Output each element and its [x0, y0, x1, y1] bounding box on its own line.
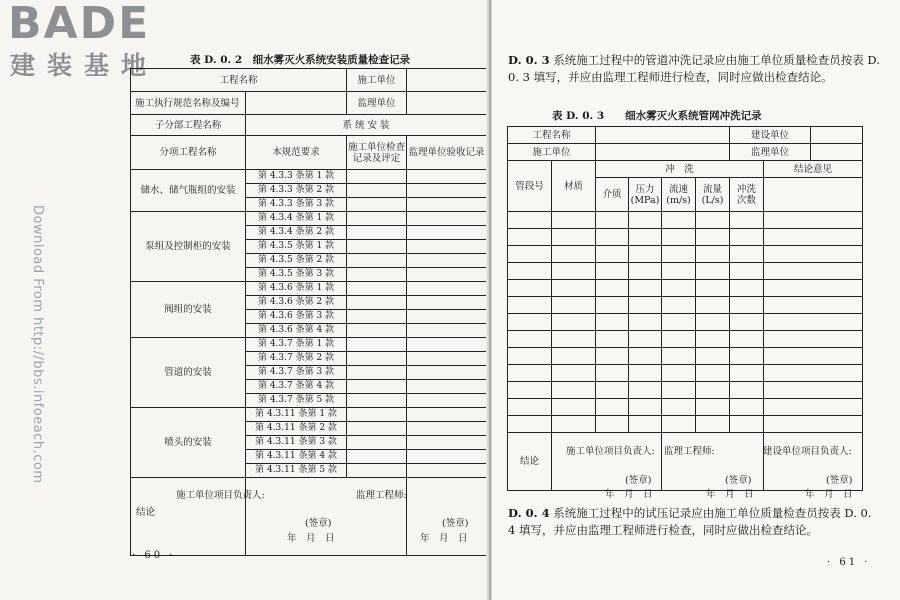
flush-record-cell — [662, 280, 696, 297]
flush-record-cell — [730, 229, 764, 246]
r-flow-header — [696, 178, 730, 212]
flush-record-cell — [662, 297, 696, 314]
supervision-record-cell — [407, 170, 487, 184]
flush-record-row — [508, 314, 863, 331]
r-material-header: 材质 — [552, 161, 596, 212]
unit-check-cell — [347, 464, 407, 478]
unit-check-cell — [347, 450, 407, 464]
unit-check-cell — [347, 422, 407, 436]
flush-record-cell — [552, 263, 596, 280]
supervision-record-cell — [407, 408, 487, 422]
r-builder-unit-value — [811, 127, 863, 144]
flush-record-cell — [552, 331, 596, 348]
clause-requirement: 第 4.3.7 条第 2 款 — [246, 352, 347, 366]
clause-requirement: 第 4.3.3 条第 2 款 — [246, 184, 347, 198]
flush-record-cell — [629, 314, 662, 331]
project-name-label: 工程名称 — [131, 69, 347, 92]
supervision-record-cell — [407, 212, 487, 226]
flush-record-cell — [508, 399, 552, 416]
clause-requirement: 第 4.3.11 条第 5 款 — [246, 464, 347, 478]
supervision-record-cell — [407, 450, 487, 464]
r-construction-unit-value — [596, 144, 730, 161]
flush-record-cell — [508, 297, 552, 314]
supervision-record-cell — [407, 436, 487, 450]
flush-record-row — [508, 246, 863, 263]
paragraph-d04 — [508, 505, 882, 539]
flush-record-cell — [552, 365, 596, 382]
flush-record-cell — [508, 280, 552, 297]
flush-record-cell — [552, 212, 596, 229]
flush-record-cell — [508, 246, 552, 263]
r-date-construction: 年 月 日 — [605, 489, 653, 500]
flush-record-cell — [662, 331, 696, 348]
standard-name-value — [246, 92, 347, 115]
flush-record-row — [508, 280, 863, 297]
r-pressure-header — [629, 178, 662, 212]
flush-record-row — [508, 331, 863, 348]
flush-record-cell — [764, 399, 863, 416]
r-seal-supervisor: (签章) — [725, 475, 752, 486]
r-flush-count-header — [730, 178, 764, 212]
r-flush-count-text: 冲洗 — [737, 183, 757, 195]
clause-requirement: 第 4.3.7 条第 4 款 — [246, 380, 347, 394]
flush-record-row — [508, 297, 863, 314]
clause-requirement: 第 4.3.5 条第 2 款 — [246, 254, 347, 268]
supervision-record-header: 监理单位验收记录 — [407, 136, 487, 170]
clause-requirement: 第 4.3.4 条第 2 款 — [246, 226, 347, 240]
flush-record-cell — [764, 365, 863, 382]
right-page — [492, 0, 900, 600]
flush-record-cell — [596, 348, 629, 365]
supervision-record-cell — [407, 184, 487, 198]
unit-check-cell — [347, 282, 407, 296]
flush-record-cell — [552, 348, 596, 365]
r-seal-construction: (签章) — [625, 475, 652, 486]
sub-project-label: 子分部工程名称 — [131, 115, 246, 136]
flush-record-row — [508, 229, 863, 246]
left-date-supervisor: 年 月 日 — [420, 533, 468, 544]
construction-unit-value — [407, 69, 487, 92]
clause-row — [131, 338, 487, 352]
item-group-name: 阀组的安装 — [131, 282, 246, 338]
supervision-record-cell — [407, 394, 487, 408]
unit-check-header: 施工单位检查记录及评定 — [347, 136, 407, 170]
r-velocity-text: 流速 — [669, 183, 689, 195]
flush-record-cell — [696, 365, 730, 382]
flush-record-cell — [596, 280, 629, 297]
flush-record-cell — [552, 399, 596, 416]
flush-record-cell — [596, 365, 629, 382]
flush-record-cell — [696, 314, 730, 331]
flush-record-cell — [508, 314, 552, 331]
flush-record-cell — [629, 382, 662, 399]
flush-record-cell — [508, 263, 552, 280]
supervision-record-cell — [407, 310, 487, 324]
r-velocity-header — [662, 178, 696, 212]
supervision-record-cell — [407, 226, 487, 240]
flush-record-cell — [552, 297, 596, 314]
requirement-header: 本规范要求 — [246, 136, 347, 170]
item-group-name: 管道的安装 — [131, 338, 246, 408]
paragraph-d04-id: D. 0. 4 — [508, 506, 550, 520]
flush-record-cell — [764, 280, 863, 297]
flush-record-cell — [696, 382, 730, 399]
supervision-record-cell — [407, 422, 487, 436]
flush-record-cell — [508, 229, 552, 246]
clause-requirement: 第 4.3.5 条第 1 款 — [246, 240, 347, 254]
unit-check-cell — [347, 296, 407, 310]
unit-check-cell — [347, 184, 407, 198]
unit-check-cell — [347, 240, 407, 254]
flush-record-cell — [696, 416, 730, 433]
flush-record-cell — [662, 399, 696, 416]
supervision-record-cell — [407, 366, 487, 380]
flush-record-cell — [696, 348, 730, 365]
supervision-unit-value — [407, 92, 487, 115]
supervision-record-cell — [407, 268, 487, 282]
unit-check-cell — [347, 380, 407, 394]
unit-check-cell — [347, 170, 407, 184]
flush-record-row — [508, 416, 863, 433]
unit-check-cell — [347, 324, 407, 338]
unit-check-cell — [347, 366, 407, 380]
left-sign-supervisor: 监理工程师: — [356, 490, 407, 501]
flush-record-row — [508, 348, 863, 365]
flush-record-cell — [730, 263, 764, 280]
r-pressure-unit: (MPa) — [630, 194, 660, 206]
r-medium-header: 介质 — [596, 178, 629, 212]
flush-record-cell — [629, 280, 662, 297]
flush-record-cell — [696, 263, 730, 280]
flush-record-cell — [662, 348, 696, 365]
r-pipe-no-header: 管段号 — [508, 161, 552, 212]
item-name-header: 分项工程名称 — [131, 136, 246, 170]
unit-check-cell — [347, 254, 407, 268]
r-project-name-value — [596, 127, 730, 144]
flush-record-cell — [508, 382, 552, 399]
supervision-record-cell — [407, 296, 487, 310]
flush-record-row — [508, 212, 863, 229]
clause-row — [131, 212, 487, 226]
r-sign-supervisor: 监理工程师: — [664, 446, 715, 457]
flush-record-cell — [629, 246, 662, 263]
clause-row — [131, 170, 487, 184]
flush-record-cell — [552, 246, 596, 263]
r-flow-text: 流量 — [703, 183, 723, 195]
paragraph-d03 — [508, 52, 882, 86]
flush-record-cell — [764, 382, 863, 399]
clause-requirement: 第 4.3.11 条第 3 款 — [246, 436, 347, 450]
r-flush-count-text2: 次数 — [737, 194, 757, 206]
flush-record-cell — [629, 348, 662, 365]
standard-name-label: 施工执行规范名称及编号 — [131, 92, 246, 115]
flush-record-cell — [552, 314, 596, 331]
clause-requirement: 第 4.3.5 条第 3 款 — [246, 268, 347, 282]
flush-record-cell — [508, 348, 552, 365]
r-velocity-unit: (m/s) — [666, 194, 691, 206]
flush-record-cell — [629, 229, 662, 246]
supervision-record-cell — [407, 352, 487, 366]
paragraph-d03-id: D. 0. 3 — [508, 53, 550, 67]
page-number-61: · 61 · — [827, 557, 871, 568]
r-flush-header: 冲 洗 — [596, 161, 764, 178]
flush-record-cell — [764, 416, 863, 433]
flush-record-cell — [696, 297, 730, 314]
flush-record-cell — [696, 331, 730, 348]
flush-record-cell — [629, 263, 662, 280]
clause-requirement: 第 4.3.3 条第 1 款 — [246, 170, 347, 184]
unit-check-cell — [347, 394, 407, 408]
r-pressure-text: 压力 — [635, 183, 655, 195]
flush-record-cell — [629, 297, 662, 314]
r-sign-construction: 施工单位项目负责人: — [566, 446, 655, 457]
r-builder-unit-label: 建设单位 — [730, 127, 811, 144]
unit-check-cell — [347, 226, 407, 240]
flush-record-row — [508, 263, 863, 280]
flush-record-cell — [596, 399, 629, 416]
left-seal-supervisor: (签章) — [442, 518, 469, 529]
flush-record-cell — [662, 382, 696, 399]
flush-record-cell — [662, 314, 696, 331]
flush-record-cell — [596, 314, 629, 331]
flush-record-cell — [596, 229, 629, 246]
supervision-record-cell — [407, 338, 487, 352]
flush-record-cell — [596, 263, 629, 280]
sub-project-value: 系 统 安 装 — [246, 115, 487, 136]
unit-check-cell — [347, 338, 407, 352]
flush-record-cell — [730, 365, 764, 382]
flush-record-cell — [764, 297, 863, 314]
supervision-record-cell — [407, 464, 487, 478]
supervision-record-cell — [407, 324, 487, 338]
r-date-supervisor: 年 月 日 — [706, 489, 754, 500]
flush-record-cell — [730, 399, 764, 416]
flush-record-cell — [662, 365, 696, 382]
flush-record-cell — [696, 246, 730, 263]
flush-record-cell — [508, 212, 552, 229]
paragraph-d04-text: 系统施工过程中的试压记录应由施工单位质量检查员按表 D. 0. 4 填写，并应由监理工程师进行检查，同时应做出检查结论。 — [508, 506, 872, 537]
flush-record-cell — [508, 331, 552, 348]
flush-record-cell — [662, 416, 696, 433]
flush-record-cell — [730, 314, 764, 331]
clause-requirement: 第 4.3.4 条第 1 款 — [246, 212, 347, 226]
flush-record-cell — [764, 246, 863, 263]
left-sign-construction: 施工单位项目负责人: — [176, 490, 265, 501]
flush-record-cell — [662, 246, 696, 263]
flush-record-cell — [730, 297, 764, 314]
flush-record-cell — [552, 382, 596, 399]
flush-record-cell — [696, 229, 730, 246]
supervision-unit-label: 监理单位 — [347, 92, 407, 115]
r-construction-unit-label: 施工单位 — [508, 144, 596, 161]
flush-record-cell — [764, 348, 863, 365]
installation-quality-table — [130, 68, 487, 556]
supervision-record-cell — [407, 380, 487, 394]
flush-record-cell — [629, 365, 662, 382]
table-d03-caption: 表 D. 0. 3 细水雾灭火系统管网冲洗记录 — [552, 110, 762, 122]
left-conclusion-label: 结论 — [136, 507, 156, 518]
flush-record-cell — [764, 314, 863, 331]
flush-record-cell — [764, 331, 863, 348]
item-group-name: 泵组及控制柜的安装 — [131, 212, 246, 282]
clause-requirement: 第 4.3.6 条第 2 款 — [246, 296, 347, 310]
flush-record-row — [508, 399, 863, 416]
page-number-60: · 60 · — [132, 550, 176, 561]
pipe-flush-table — [507, 126, 863, 491]
flush-record-cell — [596, 382, 629, 399]
flush-record-cell — [596, 331, 629, 348]
flush-record-cell — [662, 229, 696, 246]
clause-requirement: 第 4.3.11 条第 2 款 — [246, 422, 347, 436]
flush-record-cell — [552, 416, 596, 433]
flush-record-row — [508, 365, 863, 382]
supervision-record-cell — [407, 240, 487, 254]
flush-record-cell — [629, 416, 662, 433]
unit-check-cell — [347, 408, 407, 422]
flush-record-cell — [629, 399, 662, 416]
flush-record-cell — [730, 416, 764, 433]
item-group-name: 喷头的安装 — [131, 408, 246, 478]
clause-requirement: 第 4.3.6 条第 1 款 — [246, 282, 347, 296]
clause-requirement: 第 4.3.11 条第 4 款 — [246, 450, 347, 464]
r-flow-unit: (L/s) — [701, 194, 724, 206]
unit-check-cell — [347, 268, 407, 282]
flush-record-cell — [662, 212, 696, 229]
r-date-builder: 年 月 日 — [805, 489, 853, 500]
unit-check-cell — [347, 436, 407, 450]
clause-requirement: 第 4.3.7 条第 3 款 — [246, 366, 347, 380]
supervision-record-cell — [407, 282, 487, 296]
flush-record-cell — [764, 263, 863, 280]
unit-check-cell — [347, 352, 407, 366]
table-d02-caption: 表 D. 0. 2 细水雾灭火系统安装质量检查记录 — [190, 54, 411, 66]
r-supervision-unit-value — [811, 144, 863, 161]
clause-requirement: 第 4.3.7 条第 1 款 — [246, 338, 347, 352]
flush-record-cell — [696, 280, 730, 297]
flush-record-cell — [552, 280, 596, 297]
unit-check-cell — [347, 310, 407, 324]
flush-record-cell — [730, 382, 764, 399]
r-conclusion-opinion-header: 结论意见 — [764, 161, 863, 178]
left-seal-construction: (签章) — [305, 518, 332, 529]
flush-record-cell — [696, 212, 730, 229]
clause-requirement: 第 4.3.7 条第 5 款 — [246, 394, 347, 408]
flush-record-cell — [730, 212, 764, 229]
r-sign-builder: 建设单位项目负责人: — [763, 446, 852, 457]
flush-record-cell — [764, 229, 863, 246]
r-supervision-unit-label: 监理单位 — [730, 144, 811, 161]
r-seal-builder: (签章) — [826, 475, 853, 486]
flush-record-cell — [596, 212, 629, 229]
flush-record-cell — [629, 331, 662, 348]
clause-row — [131, 282, 487, 296]
left-date-construction: 年 月 日 — [287, 533, 335, 544]
flush-record-cell — [629, 212, 662, 229]
r-conclusion-label: 结论 — [508, 433, 552, 491]
bade-logo: BADE — [8, 0, 151, 49]
flush-record-cell — [596, 297, 629, 314]
r-opinion-blank — [764, 178, 863, 212]
download-watermark: Download From http://bbs.infoeach.com — [30, 205, 45, 484]
flush-record-cell — [508, 416, 552, 433]
flush-record-row — [508, 382, 863, 399]
unit-check-cell — [347, 198, 407, 212]
supervision-record-cell — [407, 198, 487, 212]
clause-requirement: 第 4.3.6 条第 4 款 — [246, 324, 347, 338]
construction-unit-label: 施工单位 — [347, 69, 407, 92]
flush-record-cell — [596, 416, 629, 433]
flush-record-cell — [662, 263, 696, 280]
supervision-record-cell — [407, 254, 487, 268]
r-project-name-label: 工程名称 — [508, 127, 596, 144]
clause-requirement: 第 4.3.6 条第 3 款 — [246, 310, 347, 324]
clause-requirement: 第 4.3.11 条第 1 款 — [246, 408, 347, 422]
flush-record-cell — [730, 331, 764, 348]
flush-record-cell — [730, 280, 764, 297]
bade-logo-chinese: 建装基地 — [10, 51, 159, 80]
clause-requirement: 第 4.3.3 条第 3 款 — [246, 198, 347, 212]
flush-record-cell — [508, 365, 552, 382]
unit-check-cell — [347, 212, 407, 226]
clause-row — [131, 408, 487, 422]
item-group-name: 储水、储气瓶组的安装 — [131, 170, 246, 212]
right-table-body — [508, 212, 863, 433]
flush-record-cell — [696, 399, 730, 416]
flush-record-cell — [596, 246, 629, 263]
flush-record-cell — [730, 348, 764, 365]
flush-record-cell — [764, 212, 863, 229]
flush-record-cell — [552, 229, 596, 246]
paragraph-d03-text: 系统施工过程中的管道冲洗记录应由施工单位质量检查员按表 D. 0. 3 填写，并应由监理工程师进行检查，同时应做出检查结论。 — [508, 53, 880, 84]
flush-record-cell — [730, 246, 764, 263]
